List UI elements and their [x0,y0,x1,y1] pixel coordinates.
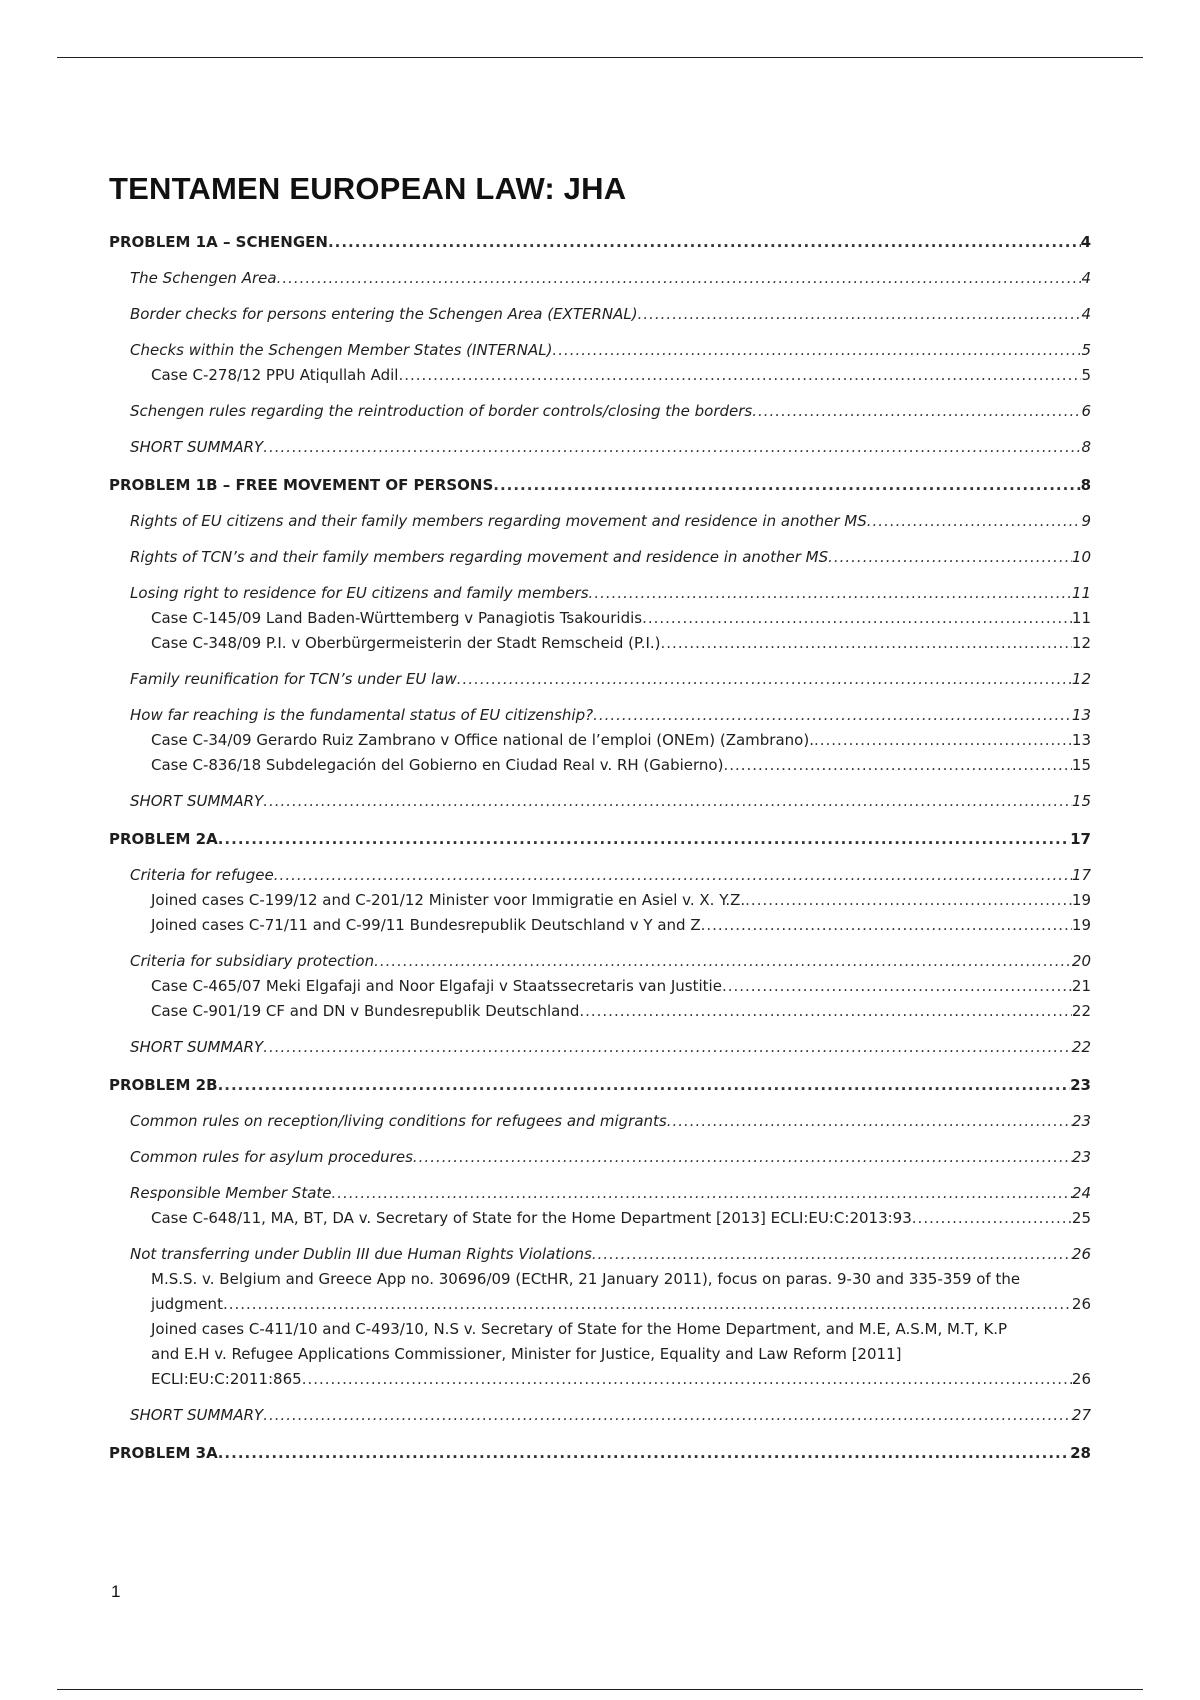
toc-entry-page: 9 [1081,512,1091,530]
toc-entry-text: Border checks for persons entering the Schengen Area (EXTERNAL) [130,305,638,323]
leader-dots [218,1441,1070,1466]
toc-entry-text: ECLI:EU:C:2011:865 [151,1370,302,1388]
leader-dots [867,509,1082,534]
toc-entry-text: How far reaching is the fundamental status of EU citizenship? [130,706,594,724]
leader-dots [302,1367,1072,1392]
leader-dots [579,999,1072,1024]
toc-entry-page: 8 [1081,438,1091,456]
toc-entry-text: Joined cases C-71/11 and C-99/11 Bundesrepublik Deutschland v Y and Z [151,916,701,934]
toc-entry[interactable] [109,338,1091,363]
toc-entry-text-line: and E.H v. Refugee Applications Commissioner, Minister for Justice, Equality and Law Reform [2011] [151,1345,902,1363]
toc-entry-text: The Schengen Area [130,269,277,287]
leader-dots [593,703,1072,728]
footer-rule [57,1689,1143,1690]
toc-entry-text: PROBLEM 1A – SCHENGEN [109,233,328,251]
toc-entry-text: PROBLEM 3A [109,1444,218,1462]
page-number: 1 [111,1582,121,1601]
toc-entry-text: PROBLEM 2A [109,830,218,848]
leader-dots [723,753,1071,778]
toc-entry[interactable] [109,913,1091,938]
toc-entry-page: 23 [1070,1076,1091,1094]
toc-entry-text: Checks within the Schengen Member States (INTERNAL) [130,341,553,359]
leader-dots [552,338,1081,363]
leader-dots [328,230,1081,255]
toc-entry[interactable] [109,888,1091,913]
toc-entry[interactable] [109,266,1091,291]
toc-entry[interactable] [109,1267,1091,1317]
leader-dots [218,1073,1071,1098]
toc-entry-text-line: M.S.S. v. Belgium and Greece App no. 30696/09 (ECtHR, 21 January 2011), focus on paras. 9-30 and 335-359 of the [151,1270,1021,1288]
toc-entry[interactable] [109,399,1091,424]
toc-entry-page: 4 [1080,233,1091,251]
leader-dots [374,949,1072,974]
leader-dots [752,399,1081,424]
toc-entry-page: 15 [1071,792,1091,810]
toc-entry-text: Joined cases C-199/12 and C-201/12 Minister voor Immigratie en Asiel v. X. Y.Z. [151,891,746,909]
toc-entry-page: 23 [1071,1148,1091,1166]
toc-entry-page: 10 [1071,548,1091,566]
toc-entry[interactable] [109,753,1091,778]
toc-entry[interactable] [109,545,1091,570]
toc-entry[interactable] [109,509,1091,534]
toc-entry[interactable] [109,728,1091,753]
leader-dots [277,266,1082,291]
leader-dots [667,1109,1072,1134]
leader-dots [263,1403,1072,1428]
toc-entry-page: 13 [1071,731,1091,749]
toc-entry-text: Criteria for refugee [130,866,274,884]
toc-entry-text: judgment [151,1295,223,1313]
toc-entry[interactable] [109,863,1091,888]
leader-dots [263,1035,1072,1060]
leader-dots [218,827,1070,852]
toc-entry-text: Losing right to residence for EU citizens and family members [130,584,589,602]
toc-entry[interactable] [109,1035,1091,1060]
toc-entry-text: Common rules for asylum procedures [130,1148,413,1166]
toc-entry[interactable] [109,302,1091,327]
toc-entry-page: 4 [1081,269,1091,287]
toc-entry-page: 4 [1081,305,1091,323]
toc-entry-page: 12 [1071,634,1091,652]
leader-dots [814,728,1072,753]
toc-entry[interactable] [109,631,1091,656]
leader-dots [223,1292,1072,1317]
table-of-contents [109,230,1091,1466]
toc-entry-page: 8 [1080,476,1091,494]
toc-entry-text: Case C-901/19 CF and DN v Bundesrepublik Deutschland [151,1002,580,1020]
toc-section[interactable] [109,230,1091,255]
toc-entry-page: 11 [1071,609,1091,627]
toc-entry-text: PROBLEM 2B [109,1076,218,1094]
toc-entry-page: 26 [1071,1295,1091,1313]
toc-entry-page: 26 [1071,1370,1091,1388]
leader-dots [398,363,1081,388]
toc-section[interactable] [109,473,1091,498]
toc-entry-text: PROBLEM 1B – FREE MOVEMENT OF PERSONS [109,476,494,494]
leader-dots [274,863,1072,888]
toc-entry[interactable] [109,1206,1091,1231]
toc-section[interactable] [109,827,1091,852]
toc-entry[interactable] [109,1145,1091,1170]
leader-dots [642,606,1072,631]
toc-entry-page: 24 [1071,1184,1091,1202]
toc-entry-text: Case C-348/09 P.I. v Oberbürgermeisterin der Stadt Remscheid (P.I.) [151,634,661,652]
toc-entry[interactable] [109,703,1091,728]
toc-entry-text: Case C-34/09 Gerardo Ruiz Zambrano v Office national de l’emploi (ONEm) (Zambrano). [151,731,814,749]
toc-entry-page: 28 [1070,1444,1091,1462]
toc-entry-page: 5 [1081,341,1091,359]
toc-entry-page: 5 [1081,366,1091,384]
toc-entry-page: 19 [1071,916,1091,934]
leader-dots [589,581,1072,606]
toc-entry-page: 26 [1071,1245,1091,1263]
toc-entry[interactable] [109,974,1091,999]
toc-entry-page: 11 [1071,584,1091,602]
leader-dots [912,1206,1072,1231]
toc-entry-page: 21 [1071,977,1091,995]
toc-entry-text: Rights of EU citizens and their family members regarding movement and residence in another MS [130,512,867,530]
toc-entry[interactable] [109,789,1091,814]
toc-entry[interactable] [109,1403,1091,1428]
toc-entry-text: Responsible Member State [130,1184,332,1202]
leader-dots [745,888,1072,913]
header-rule [57,57,1143,58]
toc-entry[interactable] [109,581,1091,606]
toc-entry-text: Criteria for subsidiary protection [130,952,375,970]
toc-entry[interactable] [109,949,1091,974]
toc-entry[interactable] [109,1317,1091,1392]
leader-dots [592,1242,1072,1267]
toc-entry-page: 12 [1071,670,1091,688]
toc-entry-text: SHORT SUMMARY [130,1406,264,1424]
leader-dots [332,1181,1072,1206]
toc-entry-text-line: Joined cases C-411/10 and C-493/10, N.S v. Secretary of State for the Home Department, and M.E, A.S.M, M.T, K.P [151,1320,1008,1338]
toc-entry-text: Case C-145/09 Land Baden-Württemberg v Panagiotis Tsakouridis [151,609,643,627]
toc-entry-page: 22 [1071,1002,1091,1020]
toc-entry-page: 25 [1071,1209,1091,1227]
toc-entry-text: Schengen rules regarding the reintroduction of border controls/closing the borders [130,402,753,420]
toc-entry[interactable] [109,667,1091,692]
toc-section[interactable] [109,1073,1091,1098]
leader-dots [638,302,1082,327]
toc-entry-page: 17 [1071,866,1091,884]
leader-dots [828,545,1072,570]
toc-entry-text: Case C-465/07 Meki Elgafaji and Noor Elgafaji v Staatssecretaris van Justitie [151,977,722,995]
toc-entry-text: SHORT SUMMARY [130,1038,264,1056]
leader-dots [263,789,1072,814]
toc-entry[interactable] [109,1181,1091,1206]
leader-dots [722,974,1072,999]
toc-entry-page: 13 [1071,706,1091,724]
toc-entry[interactable] [109,999,1091,1024]
toc-entry-text: Not transferring under Dublin III due Human Rights Violations [130,1245,592,1263]
toc-entry-page: 23 [1071,1112,1091,1130]
toc-entry[interactable] [109,606,1091,631]
leader-dots [493,473,1080,498]
toc-entry-page: 6 [1081,402,1091,420]
leader-dots [457,667,1072,692]
toc-entry-page: 17 [1070,830,1091,848]
toc-entry-text: Case C-278/12 PPU Atiqullah Adil [151,366,399,384]
toc-entry-text: Family reunification for TCN’s under EU law [130,670,457,688]
toc-entry[interactable] [109,1242,1091,1267]
toc-section[interactable] [109,1441,1091,1466]
toc-entry-page: 27 [1071,1406,1091,1424]
toc-entry-text: Common rules on reception/living conditions for refugees and migrants [130,1112,667,1130]
leader-dots [263,435,1081,460]
toc-entry-page: 20 [1071,952,1091,970]
toc-entry[interactable] [109,435,1091,460]
leader-dots [413,1145,1072,1170]
leader-dots [661,631,1072,656]
toc-entry[interactable] [109,1109,1091,1134]
toc-entry-text: Case C-648/11, MA, BT, DA v. Secretary of State for the Home Department [2013] ECLI:EU:C:2013:93 [151,1209,912,1227]
toc-entry-text: SHORT SUMMARY [130,438,264,456]
toc-entry-text: Rights of TCN’s and their family members regarding movement and residence in another MS [130,548,829,566]
toc-entry-text: Case C-836/18 Subdelegación del Gobierno en Ciudad Real v. RH (Gabierno) [151,756,724,774]
leader-dots [701,913,1072,938]
toc-entry-text: SHORT SUMMARY [130,792,264,810]
document-title: TENTAMEN EUROPEAN LAW: JHA [109,171,627,206]
toc-entry[interactable] [109,363,1091,388]
toc-entry-page: 19 [1071,891,1091,909]
toc-entry-page: 22 [1071,1038,1091,1056]
toc-entry-page: 15 [1071,756,1091,774]
